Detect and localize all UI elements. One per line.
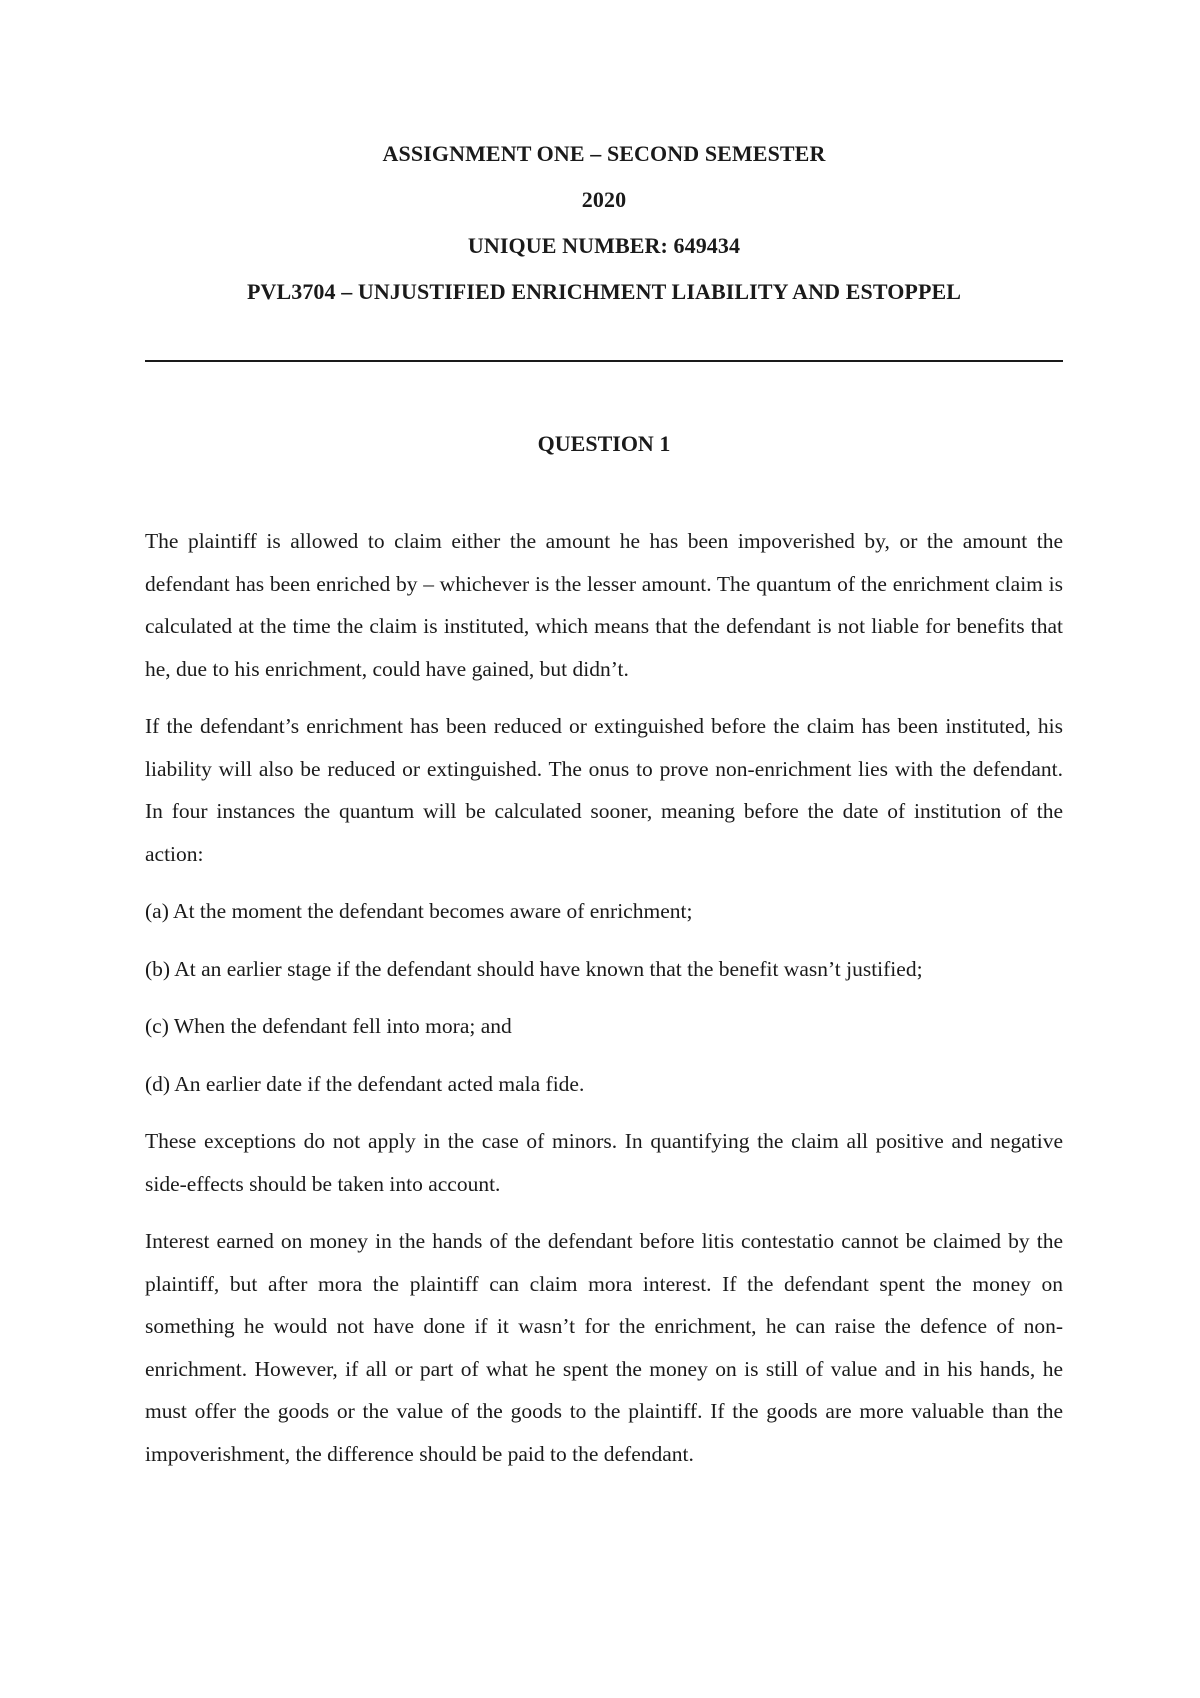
module-title: PVL3704 – UNJUSTIFIED ENRICHMENT LIABILITY AND ESTOPPEL [246, 279, 962, 304]
paragraph: These exceptions do not apply in the case of minors. In quantifying the claim all positive and negative side-effects should be taken into account. [145, 1129, 1063, 1196]
unique-number: UNIQUE NUMBER: 649434 [467, 233, 741, 258]
assignment-title: ASSIGNMENT ONE – SECOND SEMESTER [382, 141, 826, 166]
list-item: (b) At an earlier stage if the defendant should have known that the benefit wasn’t justified; [145, 956, 923, 981]
paragraph: The plaintiff is allowed to claim either the amount he has been impoverished by, or the amount the defendant has been enriched by – whichever is the lesser amount. The quantum of the enrichment claim is calculated at the time the claim is instituted, which means that the defendant is not liable for benefits that he, due to his enrichment, could have gained, but didn’t. [145, 529, 1063, 681]
answer-body [145, 520, 1063, 1490]
document-header [145, 142, 1063, 326]
paragraph: If the defendant’s enrichment has been reduced or extinguished before the claim has been instituted, his liability will also be reduced or extinguished. The onus to prove non-enrichment lies with the defendant. In four instances the quantum will be calculated sooner, meaning before the date of institution of the action: [145, 714, 1063, 866]
list-item: (c) When the defendant fell into mora; and [145, 1014, 512, 1038]
list-item: (a) At the moment the defendant becomes aware of enrichment; [145, 899, 693, 923]
header-divider [145, 360, 1063, 362]
list-item: (d) An earlier date if the defendant acted mala fide. [145, 1071, 585, 1096]
paragraph: Interest earned on money in the hands of the defendant before litis contestatio cannot be claimed by the plaintiff, but after mora the plaintiff can claim mora interest. If the defendant spent the money on something he would not have done if it wasn’t for the enrichment, he can raise the defence of non-enrichment. However, if all or part of what he spent the money on is still of value and in his hands, he must offer the goods or the value of the goods to the plaintiff. If the goods are more valuable than the impoverishment, the difference should be paid to the defendant. [145, 1229, 1063, 1466]
question-title: QUESTION 1 [537, 431, 671, 456]
assignment-year: 2020 [581, 187, 627, 212]
